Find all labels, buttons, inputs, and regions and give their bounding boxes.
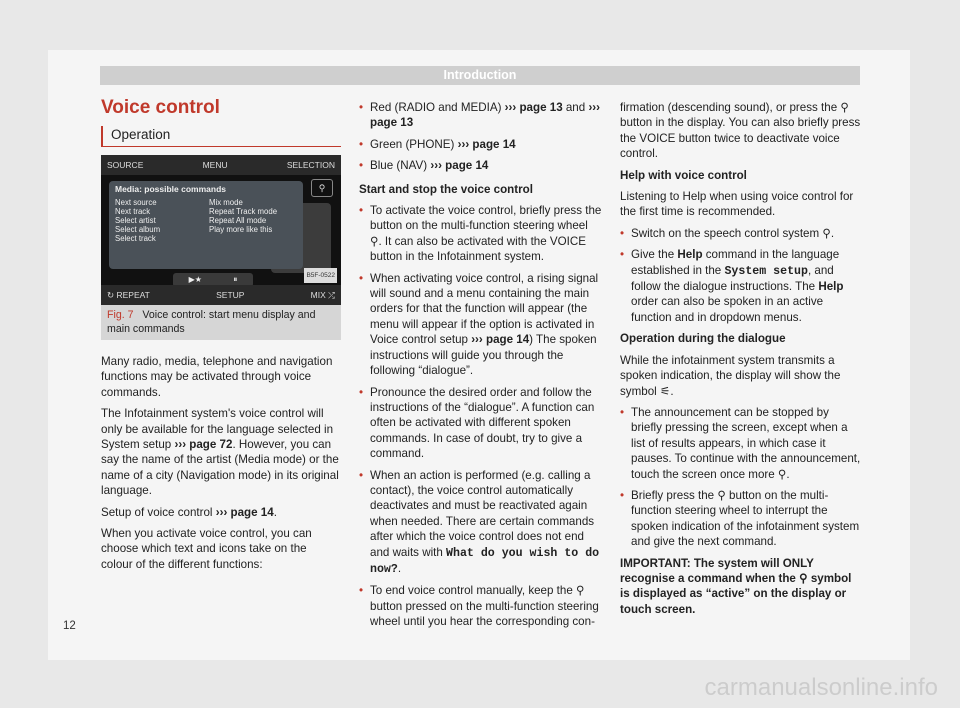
column-1 (101, 96, 341, 578)
command-item: Select track (115, 234, 156, 243)
command-item: Select artist (115, 216, 156, 225)
section-subtitle: Operation (101, 126, 341, 147)
screen-source: SOURCE (107, 160, 144, 170)
important-note: IMPORTANT: The system will ONLY recognise a command when the ⚲ symbol is displayed as “active” on the display or touch screen. (620, 556, 852, 616)
watermark: carmanualsonline.info (704, 674, 938, 701)
screen-menu: MENU (202, 160, 228, 170)
figure-number: Fig. 7 (107, 309, 134, 321)
pause-icon: ⏸ (233, 275, 238, 284)
figure-code: B5F-0522 (304, 268, 337, 283)
paragraph: When you activate voice control, you can choose which text and icons take on the colour of the different functions: (101, 527, 312, 571)
left-commands (115, 198, 209, 243)
command-item: Next source (115, 198, 157, 207)
repeat-label: REPEAT (116, 290, 150, 300)
paragraph: firmation (descending sound), or press the ⚲ button in the display. You can also briefly press the VOICE button twice to deactivate voice control. (620, 101, 861, 161)
page-link[interactable]: ››› page 14 (215, 505, 274, 519)
screen-setup: SETUP (216, 290, 245, 300)
page-link[interactable]: ››› page 13 (370, 101, 601, 130)
column-2 (359, 100, 602, 636)
bullet-item: • To end voice control manually, keep the ⚲ button pressed on the multi-function steering wheel until you hear the corresponding con- (359, 584, 599, 629)
bullet-item: • Pronounce the desired order and follow the instructions of the “dialogue”. A function can often be activated with different spoken commands. In case of doubt, try to give a command. (359, 385, 595, 461)
caption-text: Voice control: start menu display and main commands (107, 309, 316, 335)
page-link[interactable]: ››› page 13 (504, 101, 563, 114)
subheading: Help with voice control (620, 168, 747, 182)
play-star-icon: ▶★ (188, 275, 202, 284)
commands-panel (109, 181, 303, 269)
command-item: Select album (115, 225, 161, 234)
bullet-item: • The announcement can be stopped by briefly pressing the screen, except when a list of results appears, in which case it pauses. To continue with the announcement, touch the screen once more ⚲. (620, 405, 861, 481)
bullet-item: • To activate the voice control, briefly press the button on the multi-function steering wheel ⚲. It can also be activated with the VOICE button in the Infotainment system. (359, 204, 602, 264)
column-3 (620, 100, 862, 623)
figure-caption (101, 305, 341, 340)
paragraph: Many radio, media, telephone and navigation functions may be activated through voice commands. (101, 355, 333, 399)
bullet-item: • When activating voice control, a rising signal will sound and a menu containing the main orders for that the function will appear (the menu will appear if the option is activated in Voice control setup ››› page 14) The spoken instructions will guide you through the following “dialogue”. (359, 271, 599, 378)
screen-selection: SELECTION (286, 160, 335, 170)
mix-label: MIX (310, 290, 326, 300)
repeat-icon: ↻ (107, 290, 115, 300)
command-item: Repeat All mode (209, 216, 267, 225)
shuffle-icon: ⤮ (328, 290, 335, 300)
panel-title: Media: possible commands (115, 184, 226, 194)
bullet-item: • When an action is performed (e.g. calling a contact), the voice control automatically deactivates and must be reactivated again when needed. There are certain commands after which the voice control does not end and waits with What do you wish to do now?. (359, 468, 600, 576)
page-header: Introduction (100, 66, 860, 85)
bullet-item: • Give the Help command in the language established in the System setup, and follow the dialogue instructions. The Help order can also be spoken in an active function and in dropdown menus. (620, 248, 844, 324)
bullet-item: • Switch on the speech control system ⚲. (620, 226, 835, 240)
command-item: Mix mode (209, 198, 243, 207)
bullet-item: • Red (RADIO and MEDIA) ››› page 13 and ››› page 13 (359, 101, 601, 130)
page-link[interactable]: ››› page 14 (471, 333, 530, 347)
voice-icon: ⚲ (311, 179, 333, 197)
page-link[interactable]: ››› page 14 (457, 137, 516, 151)
page-number: 12 (63, 620, 76, 632)
command-item: Play more like this (209, 225, 273, 234)
paragraph: While the infotainment system transmits a spoken indication, the display will show the symbol ⚟. (620, 353, 841, 398)
page-link[interactable]: ››› page 72 (174, 438, 233, 452)
subheading: Start and stop the voice control (359, 182, 533, 196)
screen-bottom-bar (101, 285, 341, 305)
bullet-item: • Briefly press the ⚲ button on the multi-function steering wheel to interrupt the spoken indication of the infotainment system and give the next command. (620, 488, 860, 549)
section-title: Voice control (101, 97, 220, 118)
paragraph: The Infotainment system's voice control will only be available for the language selected in System setup ››› page 72. However, you can say the name of the artist (Media mode) or the name of a city (Navigation mode) in its original language. (101, 407, 339, 498)
command-item: Next track (115, 207, 151, 216)
right-commands (209, 198, 297, 243)
paragraph: Setup of voice control ››› page 14. (101, 505, 277, 519)
subheading: Operation during the dialogue (620, 332, 786, 346)
screen-top-bar (101, 155, 341, 175)
screen-mix (311, 285, 335, 305)
paragraph: Listening to Help when using voice control for the first time is recommended. (620, 190, 854, 219)
figure-screen (101, 155, 341, 305)
bullet-item: • Green (PHONE) ››› page 14 (359, 137, 516, 151)
page-link[interactable]: ››› page 14 (430, 159, 489, 173)
screen-repeat (107, 285, 150, 305)
bullet-item: • Blue (NAV) ››› page 14 (359, 159, 489, 173)
command-item: Repeat Track mode (209, 207, 278, 216)
